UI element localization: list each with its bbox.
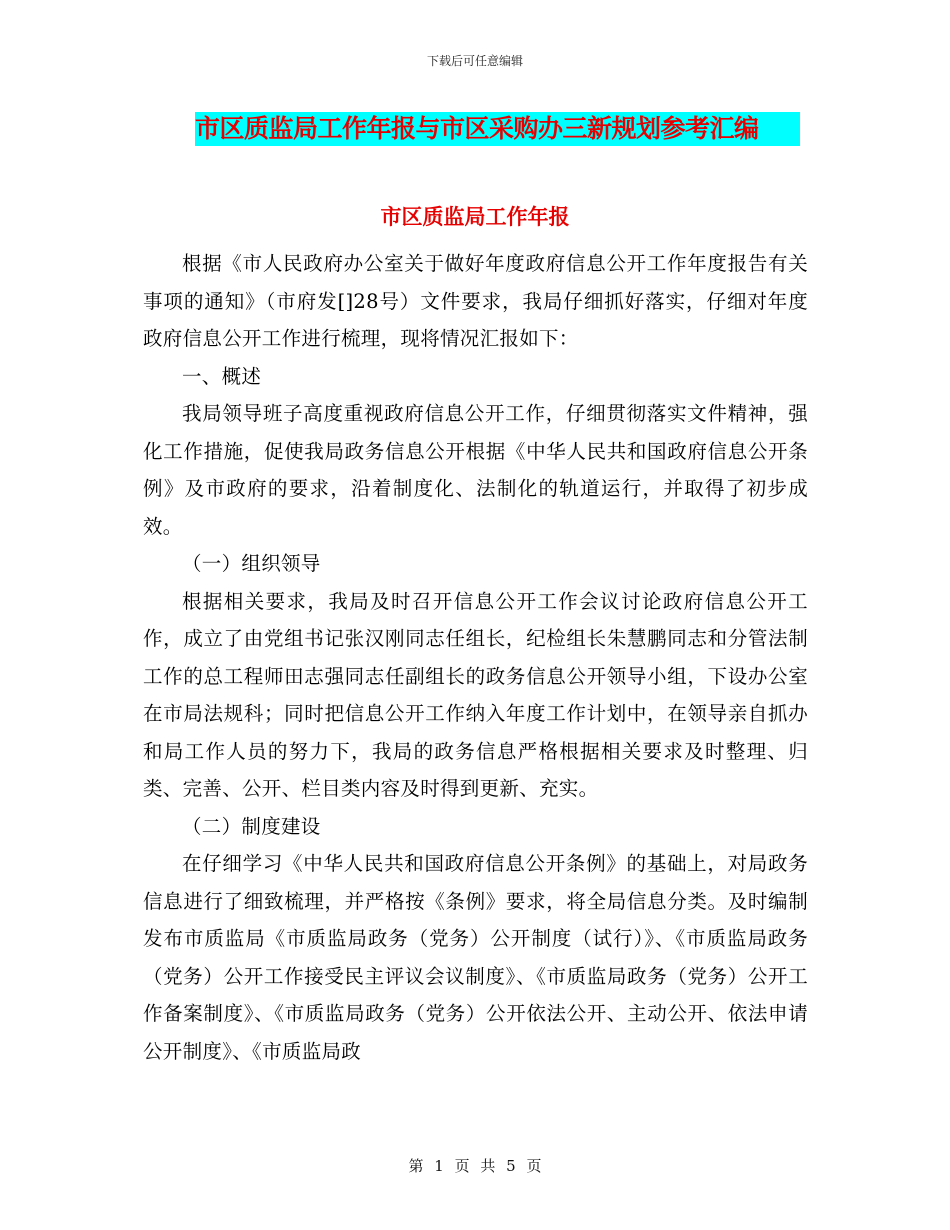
page-number: 第 1 页 共 5 页 <box>408 1157 542 1175</box>
heading-overview: 一、概述 <box>182 364 262 388</box>
main-title: 市区质监局工作年报与市区采购办三新规划参考汇编 <box>195 114 759 143</box>
document-body <box>143 245 808 1070</box>
paragraph-system-building: 在仔细学习《中华人民共和国政府信息公开条例》的基础上，对局政务信息进行了细致梳理，并严格按《条例》要求，将全局信息分类。及时编制发布市质监局《市质监局政务（党务）公开制度（试行）》、《市质监局政务（党务）公开工作接受民主评议会议制度》、《市质监局政务（党务）公开工作备案制度》、《市质监局政务（党务）公开依法公开、主动公开、依法申请公开制度》、《市质监局政 <box>143 852 808 1063</box>
main-title-highlight <box>195 112 800 146</box>
paragraph-overview: 我局领导班子高度重视政府信息公开工作，仔细贯彻落实文件精神，强化工作措施，促使我局政务信息公开根据《中华人民共和国政府信息公开条例》及市政府的要求，沿着制度化、法制化的轨道运行，并取得了初步成效。 <box>143 402 808 538</box>
paragraph-intro: 根据《市人民政府办公室关于做好年度政府信息公开工作年度报告有关事项的通知》（市府发[]28号）文件要求，我局仔细抓好落实，仔细对年度政府信息公开工作进行梳理，现将情况汇报如下： <box>143 252 808 350</box>
heading-system-building: （二）制度建设 <box>182 814 321 838</box>
heading-organization: （一）组织领导 <box>182 552 321 575</box>
paragraph-organization: 根据相关要求，我局及时召开信息公开工作会议讨论政府信息公开工作，成立了由党组书记张汉刚同志任组长，纪检组长朱慧鹏同志和分管法制工作的总工程师田志强同志任副组长的政务信息公开领导小组，下设办公室在市局法规科；同时把信息公开工作纳入年度工作计划中，在领导亲自抓办和局工作人员的努力下，我局的政务信息严格根据相关要求及时整理、归类、完善、公开、栏目类内容及时得到更新、充实。 <box>143 589 808 800</box>
page-header-note: 下载后可任意编辑 <box>426 54 523 68</box>
section-title: 市区质监局工作年报 <box>380 205 570 229</box>
